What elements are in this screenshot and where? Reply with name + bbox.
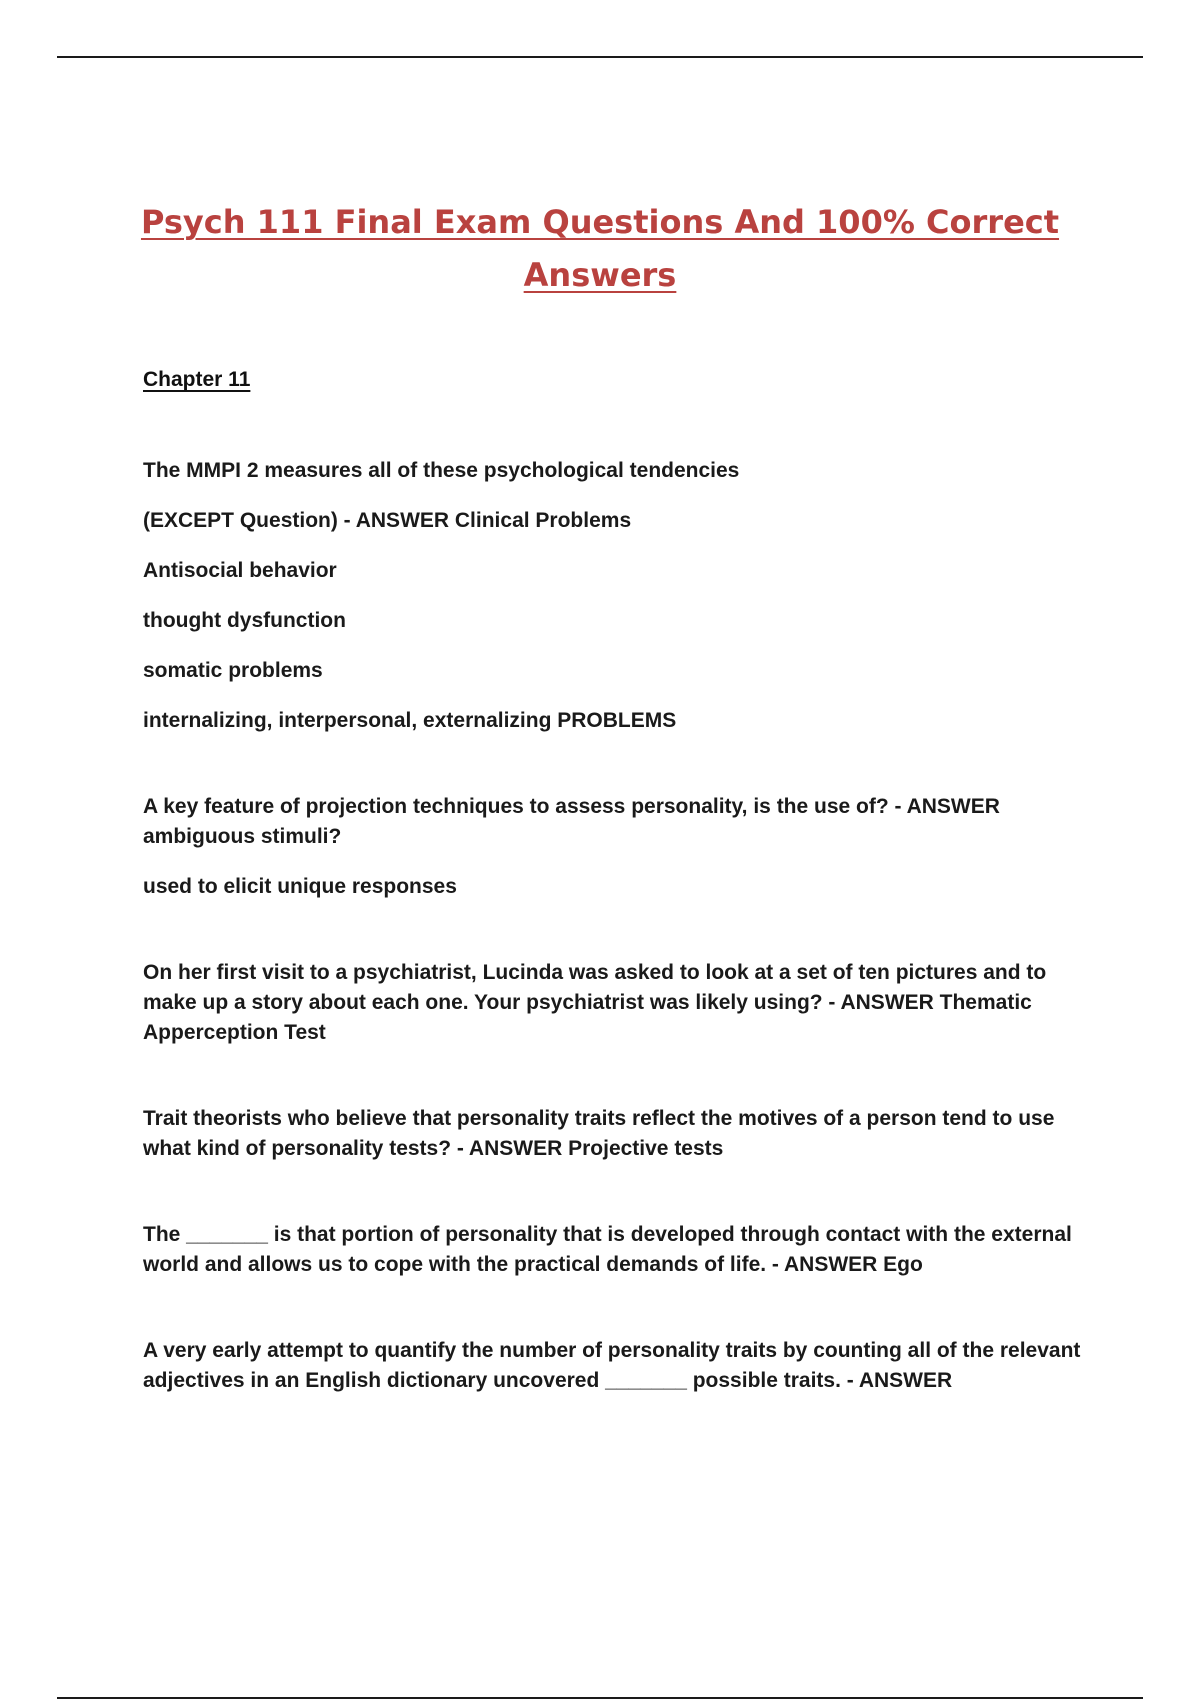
- title-block: [100, 196, 1100, 302]
- document-body: [143, 364, 1103, 1452]
- document-title: Psych 111 Final Exam Questions And 100% Correct Answers: [140, 203, 1060, 294]
- answer-detail-line: Antisocial behavior: [143, 559, 337, 582]
- question-block-3: [143, 958, 1103, 1048]
- answer-line: (EXCEPT Question) - ANSWER Clinical Problems: [143, 509, 632, 532]
- answer-detail-line: used to elicit unique responses: [143, 875, 457, 898]
- question-block-5: [143, 1220, 1103, 1280]
- question-line: The MMPI 2 measures all of these psychological tendencies: [143, 459, 740, 482]
- question-paragraph: A key feature of projection techniques to assess personality, is the use of? - ANSWER ambiguous stimuli?: [143, 795, 1000, 848]
- top-rule: [57, 56, 1143, 58]
- answer-detail-line: internalizing, interpersonal, externalizing PROBLEMS: [143, 709, 677, 732]
- answer-detail-line: thought dysfunction: [143, 609, 346, 632]
- question-paragraph: On her first visit to a psychiatrist, Lucinda was asked to look at a set of ten pictures and to make up a story about each one. Your psychiatrist was likely using? - ANSWER Thematic Apperception Test: [143, 961, 1047, 1044]
- bottom-rule: [57, 1697, 1143, 1699]
- question-block-1: [143, 456, 1103, 736]
- question-block-4: [143, 1104, 1103, 1164]
- chapter-heading-text: Chapter 11: [143, 368, 251, 391]
- answer-detail-line: somatic problems: [143, 659, 323, 682]
- chapter-heading: [143, 364, 1103, 396]
- question-block-6: [143, 1336, 1103, 1396]
- question-paragraph: A very early attempt to quantify the number of personality traits by counting all of the relevant adjectives in an English dictionary uncovered _______ possible traits. - ANSWER: [143, 1339, 1081, 1392]
- question-paragraph: Trait theorists who believe that personality traits reflect the motives of a person tend to use what kind of personality tests? - ANSWER Projective tests: [143, 1107, 1055, 1160]
- question-block-2: [143, 792, 1103, 902]
- question-paragraph: The _______ is that portion of personality that is developed through contact with the external world and allows us to cope with the practical demands of life. - ANSWER Ego: [143, 1223, 1072, 1276]
